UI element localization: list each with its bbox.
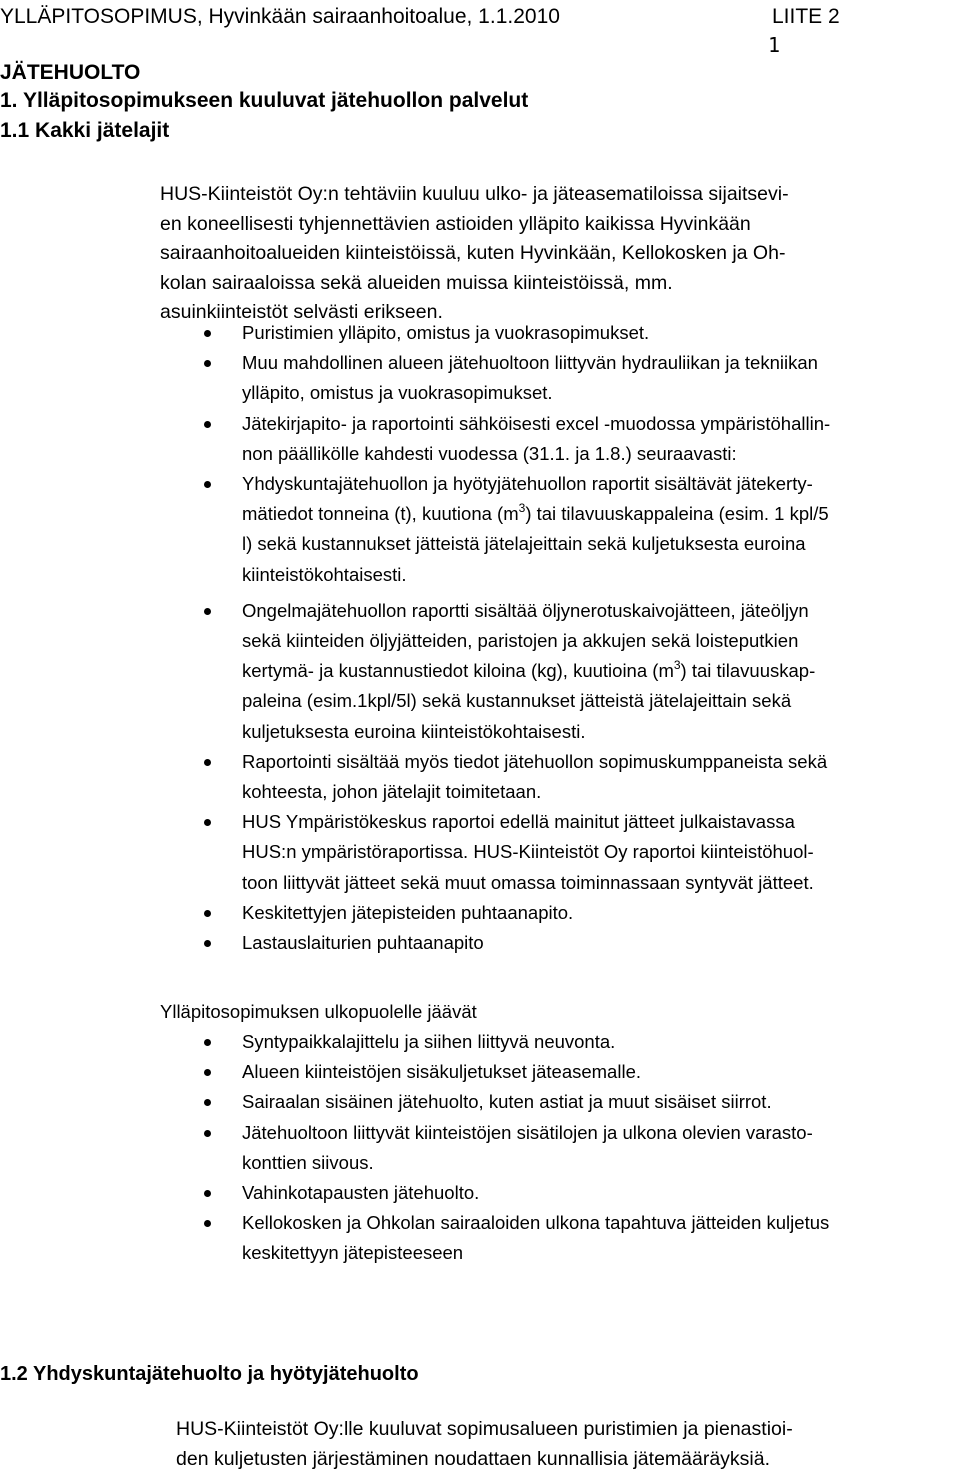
list-item bbox=[160, 928, 960, 958]
list-item bbox=[160, 1178, 960, 1208]
item-line: Lastauslaiturien puhtaanapito bbox=[242, 932, 484, 954]
bullet-icon bbox=[204, 1130, 211, 1137]
outside-scope-bullet-list bbox=[160, 1027, 960, 1269]
bullet-icon bbox=[204, 1099, 211, 1106]
bullet-icon bbox=[204, 1069, 211, 1076]
list-item bbox=[160, 596, 960, 747]
header-title: YLLÄPITOSOPIMUS, Hyvinkään sairaanhoitoalue, 1.1.2010 bbox=[0, 5, 560, 28]
intro-line: sairaanhoitoalueiden kiinteistöissä, kuten Hyvinkään, Kellokosken ja Oh- bbox=[160, 242, 786, 264]
item-line: non päällikölle kahdesti vuodessa (31.1. ja 1.8.) seuraavasti: bbox=[242, 442, 737, 464]
bullet-icon bbox=[204, 481, 211, 488]
item-line bbox=[242, 656, 960, 686]
item-line: Muu mahdollinen alueen jätehuoltoon liittyvän hydrauliikan ja tekniikan bbox=[242, 352, 818, 374]
item-line: Syntypaikkalajittelu ja siihen liittyvä neuvonta. bbox=[242, 1031, 616, 1052]
appendix-label: LIITE 2 bbox=[772, 5, 840, 28]
item-line: Yhdyskuntajätehuollon ja hyötyjätehuollon raportit sisältävät jätekerty- bbox=[242, 473, 813, 495]
item-line: keskitettyyn jätepisteeseen bbox=[242, 1242, 464, 1264]
closing-paragraph bbox=[176, 1414, 960, 1474]
closing-line: den kuljetusten järjestäminen noudattaen kunnallisia jätemääräyksiä. bbox=[176, 1448, 771, 1470]
subsection-1-1-title: 1.1 Kakki jätelajit bbox=[0, 119, 170, 142]
item-line: Sairaalan sisäinen jätehuolto, kuten astiat ja muut sisäiset siirrot. bbox=[242, 1091, 772, 1113]
services-bullet-list bbox=[160, 318, 960, 958]
document-title: JÄTEHUOLTO bbox=[0, 61, 141, 84]
item-line: HUS Ympäristökeskus raportoi edellä mainitut jätteet julkaistavassa bbox=[242, 811, 795, 833]
list-item bbox=[160, 1208, 960, 1268]
section-1-title: 1. Ylläpitosopimukseen kuuluvat jätehuollon palvelut bbox=[0, 89, 529, 112]
item-line: kuljetuksesta euroina kiinteistökohtaisesti. bbox=[242, 720, 586, 742]
bullet-icon bbox=[204, 759, 211, 766]
item-line: l) sekä kustannukset jätteistä jätelajeittain sekä kuljetuksesta euroina bbox=[242, 533, 806, 555]
list-item bbox=[160, 898, 960, 928]
bullet-icon bbox=[204, 819, 211, 826]
page-number: 1 bbox=[768, 33, 781, 57]
list-item bbox=[160, 1027, 960, 1057]
list-item bbox=[160, 1118, 960, 1178]
intro-line: HUS-Kiinteistöt Oy:n tehtäviin kuuluu ulko- ja jäteasematiloissa sijaitsevi- bbox=[160, 183, 789, 205]
item-text: ) tai tilavuuskappaleina (esim. 1 kpl/5 bbox=[525, 503, 829, 525]
item-line: Alueen kiinteistöjen sisäkuljetukset jäteasemalle. bbox=[242, 1061, 641, 1083]
list-item bbox=[160, 409, 960, 469]
item-line: paleina (esim.1kpl/5l) sekä kustannukset jätteistä jätelajeittain sekä bbox=[242, 690, 792, 712]
bullet-icon bbox=[204, 360, 211, 367]
list-item bbox=[160, 469, 960, 590]
item-line: Ongelmajätehuollon raportti sisältää öljynerotuskaivojätteen, jäteöljyn bbox=[242, 599, 809, 621]
subsection-1-2-title: 1.2 Yhdyskuntajätehuolto ja hyötyjätehuolto bbox=[0, 1363, 419, 1385]
item-line: Jätekirjapito- ja raportointi sähköisesti excel -muodossa ympäristöhallin- bbox=[242, 412, 831, 434]
list-item bbox=[160, 348, 960, 408]
list-item bbox=[160, 747, 960, 807]
item-text: kertymä- ja kustannustiedot kiloina (kg), kuutioina (m bbox=[242, 660, 674, 682]
bullet-icon bbox=[204, 330, 211, 337]
intro-line: asuinkiinteistöt selvästi erikseen. bbox=[160, 301, 443, 323]
intro-paragraph bbox=[160, 180, 960, 328]
list-item bbox=[160, 1057, 960, 1087]
bullet-icon bbox=[204, 421, 211, 428]
item-line: Vahinkotapausten jätehuolto. bbox=[242, 1182, 480, 1204]
item-line: konttien siivous. bbox=[242, 1151, 374, 1173]
item-line: Puristimien ylläpito, omistus ja vuokrasopimukset. bbox=[242, 322, 650, 343]
bullet-icon bbox=[204, 910, 211, 917]
bullet-icon bbox=[204, 1039, 211, 1046]
item-text: mätiedot tonneina (t), kuutiona (m bbox=[242, 503, 519, 525]
intro-line: kolan sairaaloissa sekä alueiden muissa kiinteistöissä, mm. bbox=[160, 271, 673, 294]
item-line: kiinteistökohtaisesti. bbox=[242, 563, 407, 585]
item-line bbox=[242, 499, 960, 529]
item-line: Keskitettyjen jätepisteiden puhtaanapito. bbox=[242, 901, 574, 923]
item-line: Kellokosken ja Ohkolan sairaaloiden ulkona tapahtuva jätteiden kuljetus bbox=[242, 1212, 830, 1234]
closing-line: HUS-Kiinteistöt Oy:lle kuuluvat sopimusalueen puristimien ja pienastioi- bbox=[176, 1418, 793, 1440]
list-item bbox=[160, 807, 960, 898]
bullet-icon bbox=[204, 1220, 211, 1227]
item-text: ) tai tilavuuskap- bbox=[680, 660, 816, 682]
outside-scope-heading: Ylläpitosopimuksen ulkopuolelle jäävät bbox=[160, 1001, 477, 1022]
superscript: 3 bbox=[673, 658, 681, 673]
item-line: toon liittyvät jätteet sekä muut omassa toiminnassaan syntyvät jätteet. bbox=[242, 871, 814, 893]
item-line: HUS:n ympäristöraportissa. HUS-Kiinteistöt Oy raportoi kiinteistöhuol- bbox=[242, 841, 814, 863]
list-item bbox=[160, 318, 960, 348]
bullet-icon bbox=[204, 608, 211, 615]
item-line: kohteesta, johon jätelajit toimitetaan. bbox=[242, 781, 542, 803]
superscript: 3 bbox=[518, 501, 526, 516]
list-item bbox=[160, 1087, 960, 1117]
bullet-icon bbox=[204, 940, 211, 947]
bullet-icon bbox=[204, 1190, 211, 1197]
item-line: sekä kiinteiden öljyjätteiden, paristojen ja akkujen sekä loisteputkien bbox=[242, 630, 799, 652]
item-line: Raportointi sisältää myös tiedot jätehuollon sopimuskumppaneista sekä bbox=[242, 750, 828, 772]
item-line: Jätehuoltoon liittyvät kiinteistöjen sisätilojen ja ulkona olevien varasto- bbox=[242, 1121, 813, 1143]
item-line: ylläpito, omistus ja vuokrasopimukset. bbox=[242, 382, 553, 404]
intro-line: en koneellisesti tyhjennettävien astioiden ylläpito kaikissa Hyvinkään bbox=[160, 212, 751, 235]
